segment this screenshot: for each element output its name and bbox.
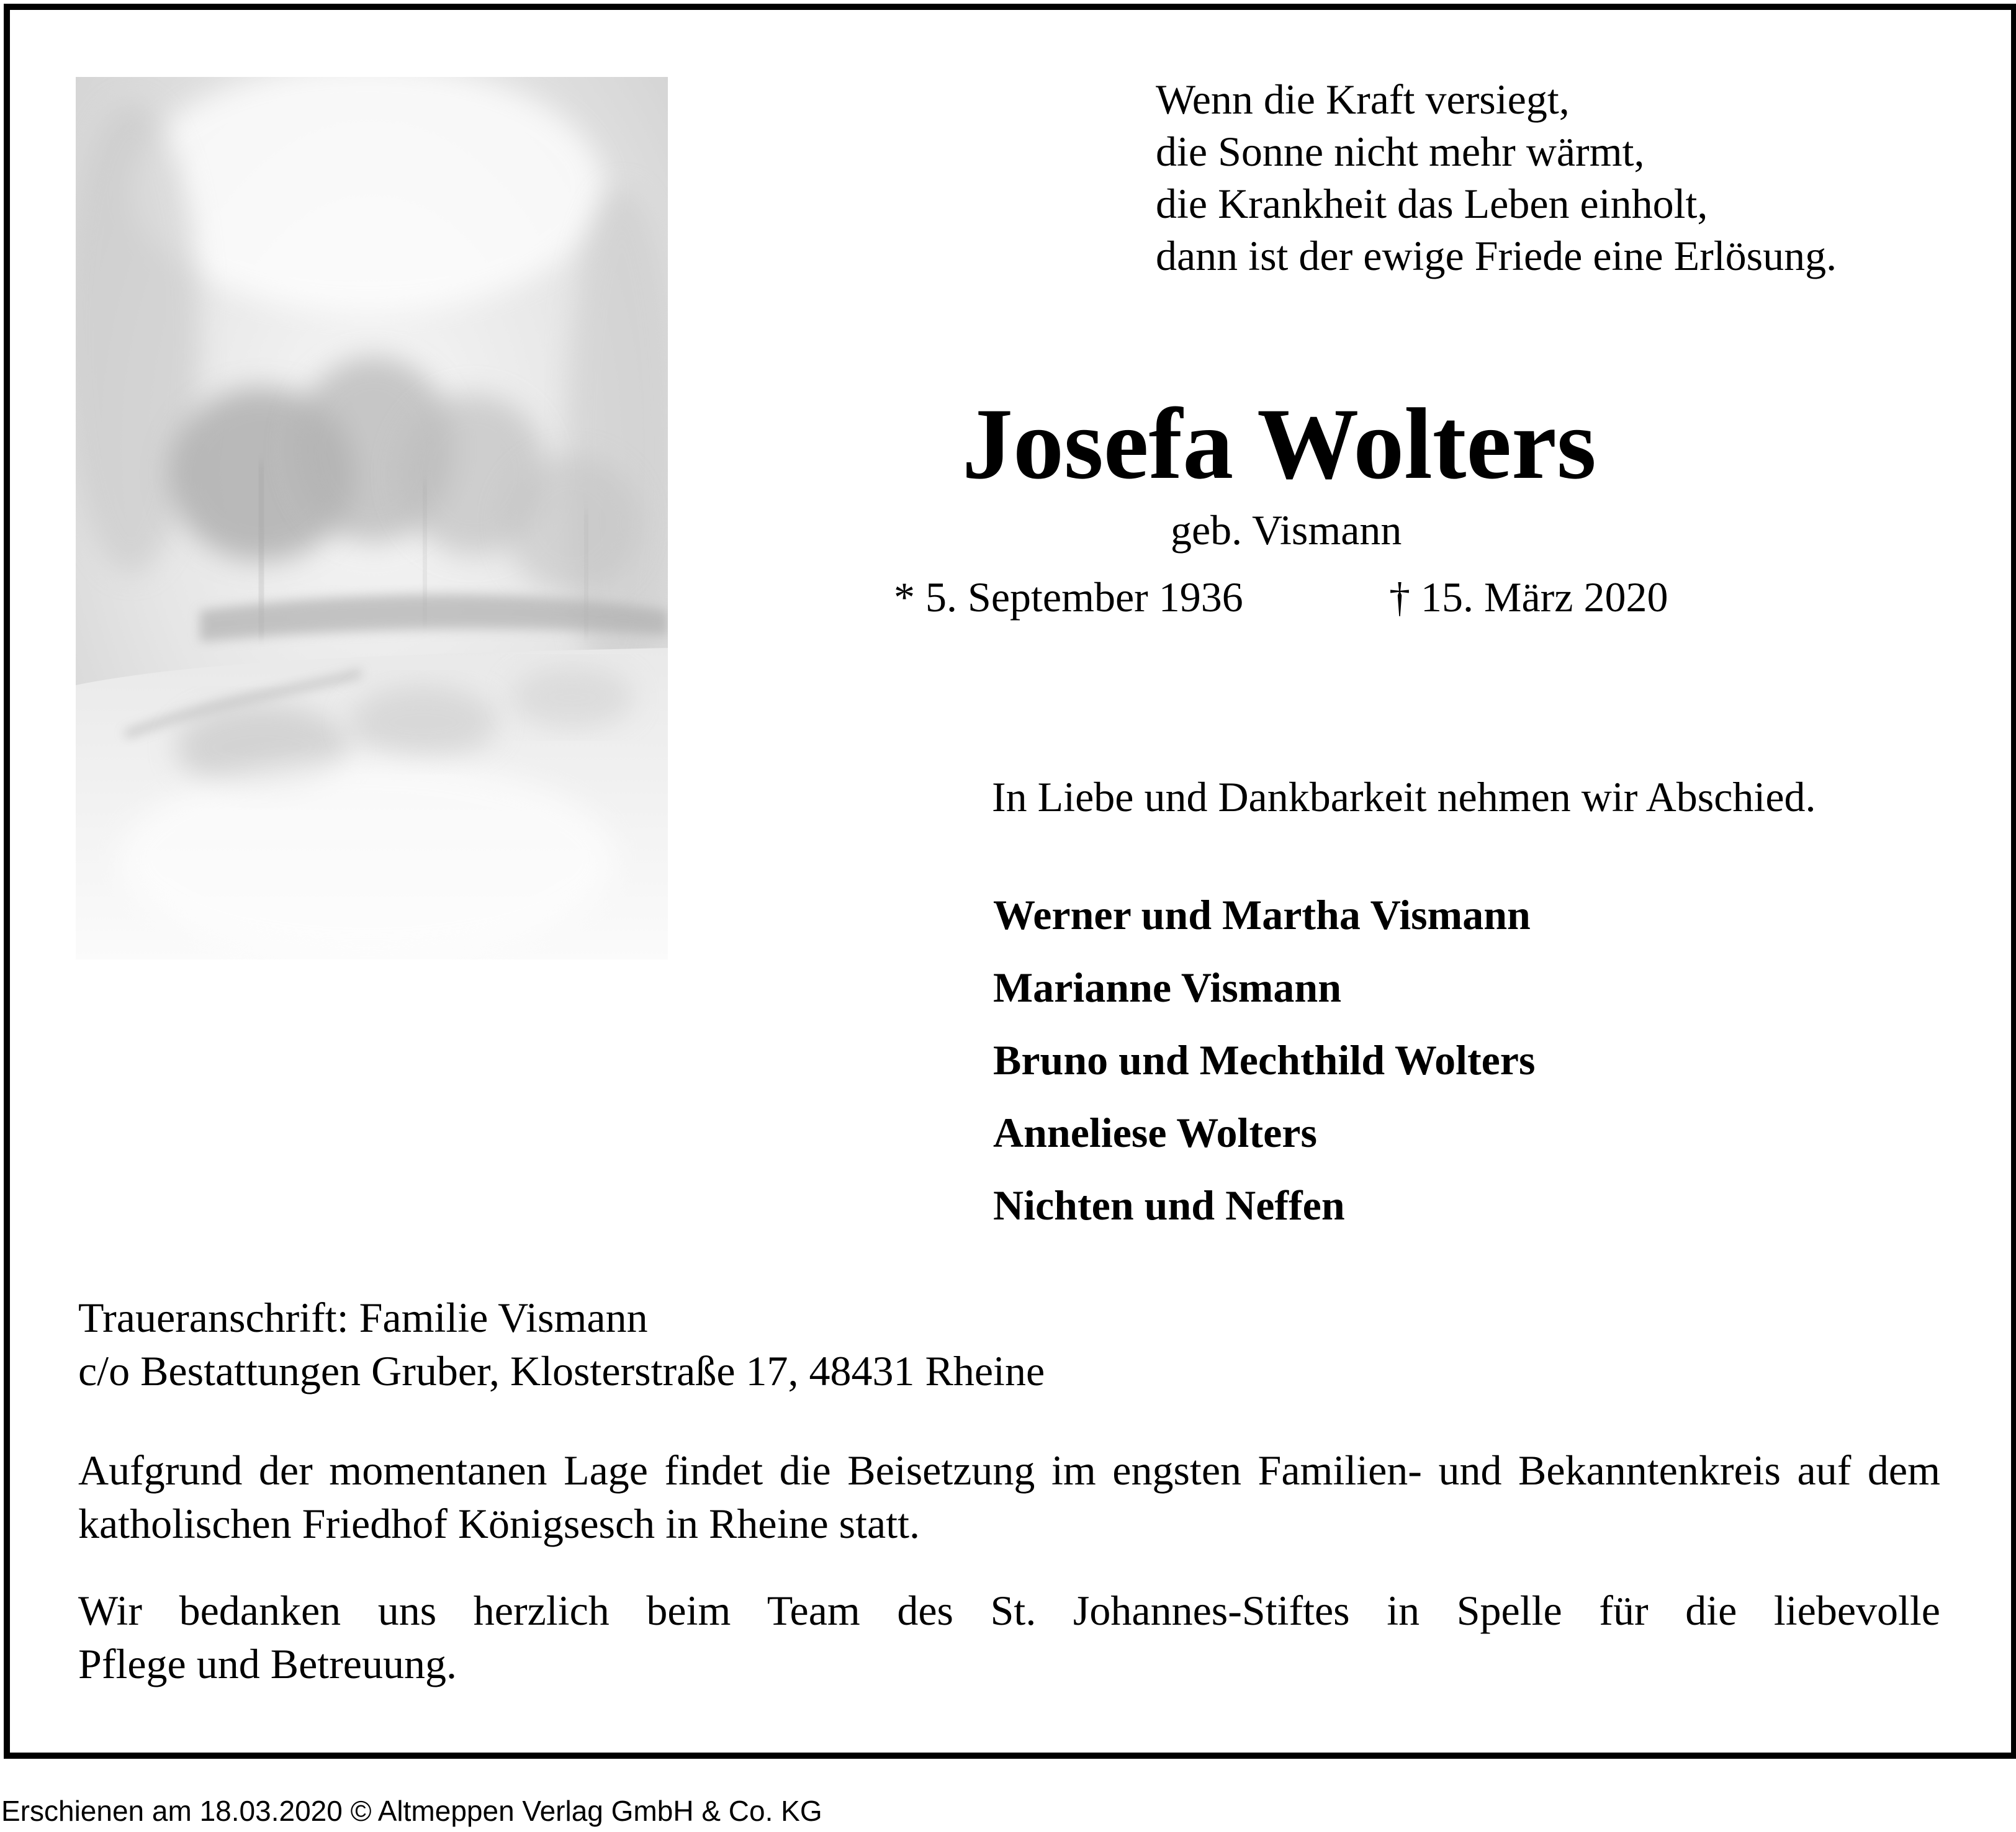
verse-line: Wenn die Kraft versiegt, [1156, 76, 1570, 123]
mourner-entry: Marianne Vismann [993, 964, 1342, 1011]
thanks-notice [78, 1584, 1940, 1691]
birth-date: * 5. September 1936 [894, 573, 1243, 621]
maiden-name: geb. Vismann [1171, 506, 1402, 554]
landscape-image [76, 77, 668, 959]
thanks-line: Wir bedanken uns herzlich beim Team des St. Johannes-Stiftes in Spelle für die liebevolle [78, 1587, 1940, 1634]
address-line: Traueranschrift: Familie Vismann [78, 1294, 648, 1341]
burial-notice: Aufgrund der momentanen Lage findet die Beisetzung im engsten Familien- und Bekanntenkreis auf dem katholischen Friedhof Königsesch in Rheine statt. [78, 1447, 1940, 1547]
mourner-entry: Anneliese Wolters [993, 1109, 1317, 1156]
mourner-entry: Bruno und Mechthild Wolters [993, 1036, 1536, 1084]
mourner-entry: Nichten und Neffen [993, 1182, 1345, 1229]
mourning-address [78, 1291, 1045, 1398]
misty-lake-illustration [76, 77, 668, 959]
publication-footer: Erschienen am 18.03.2020 © Altmeppen Verlag GmbH & Co. KG [1, 1795, 822, 1827]
verse-line: die Sonne nicht mehr wärmt, [1156, 128, 1645, 175]
thanks-line: Pflege und Betreuung. [78, 1640, 457, 1687]
verse-line: die Krankheit das Leben einholt, [1156, 180, 1708, 227]
verse-line: dann ist der ewige Friede eine Erlösung. [1156, 232, 1837, 279]
mourners-list [993, 889, 1535, 1252]
farewell-text: In Liebe und Dankbarkeit nehmen wir Abschied. [992, 773, 1816, 820]
address-line: c/o Bestattungen Gruber, Klosterstraße 17, 48431 Rheine [78, 1347, 1045, 1394]
death-date: † 15. März 2020 [1389, 573, 1668, 621]
deceased-name: Josefa Wolters [962, 388, 1596, 500]
poem-verse [1156, 73, 1975, 282]
mourner-entry: Werner und Martha Vismann [993, 891, 1531, 938]
